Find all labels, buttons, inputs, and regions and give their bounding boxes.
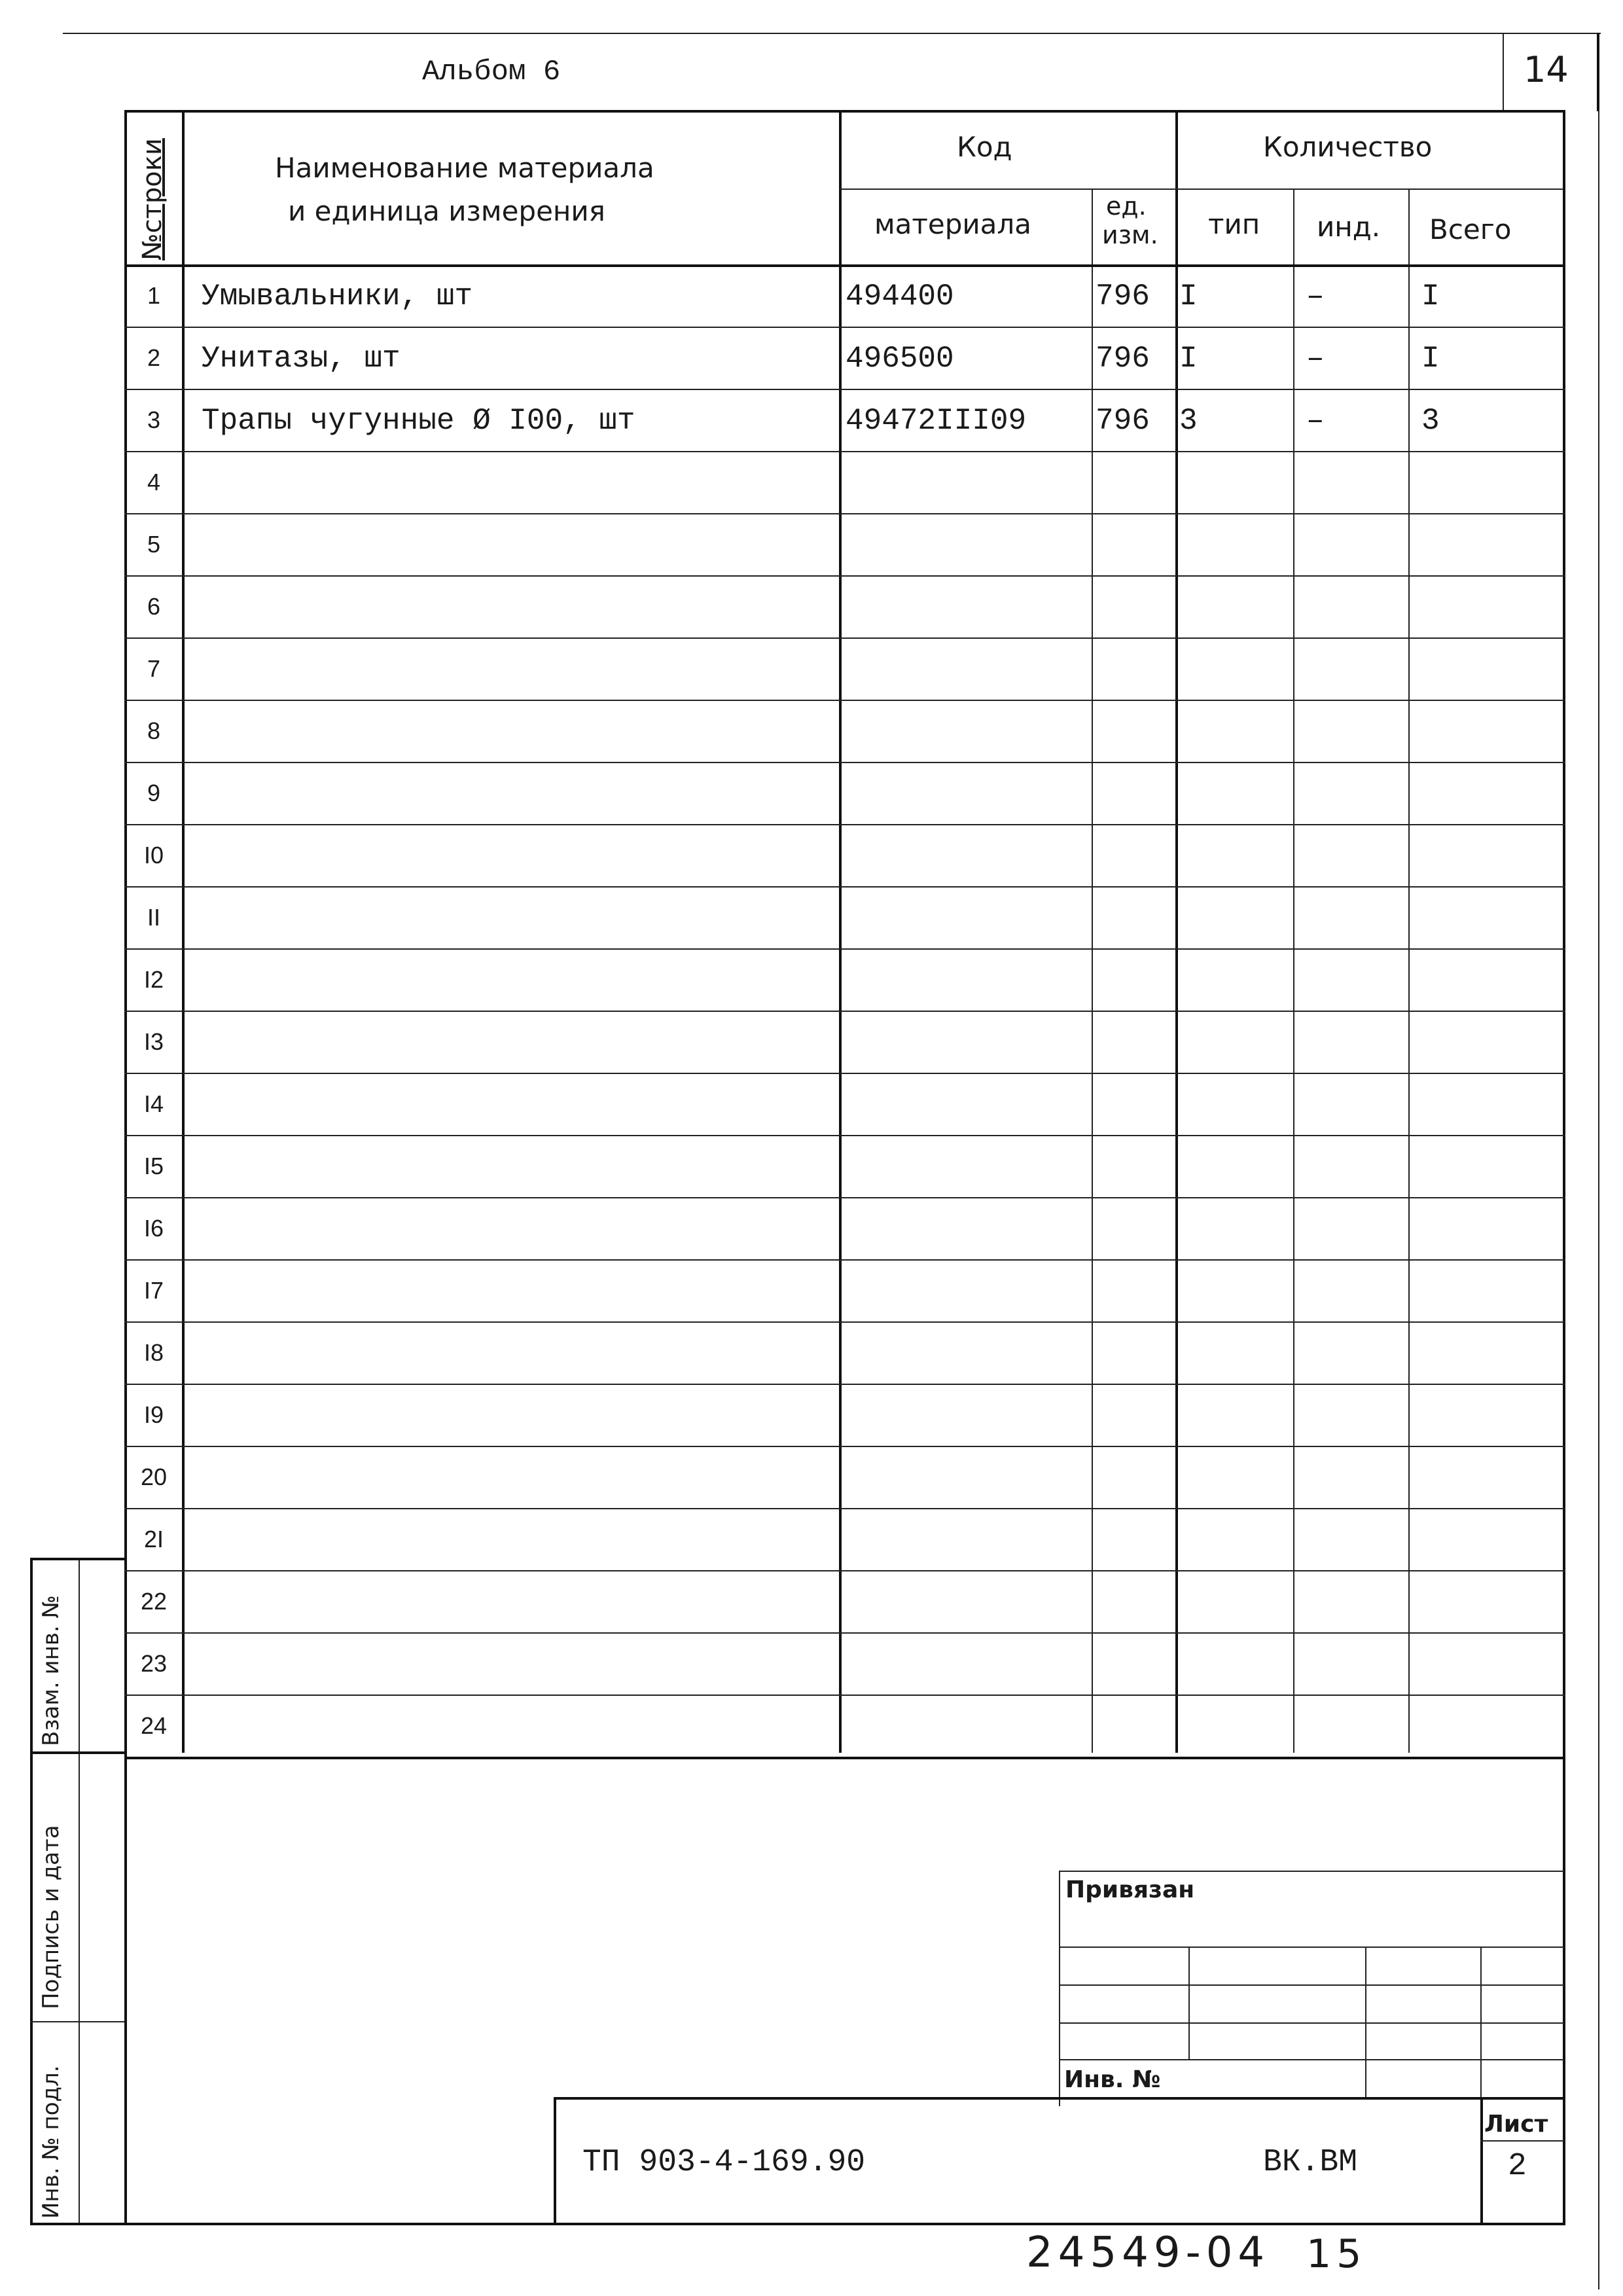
row-number: 23 <box>140 1650 168 1677</box>
qty-ind: – <box>1306 279 1325 314</box>
doc-mark: ВК.ВМ <box>1263 2145 1358 2180</box>
right-outer-border <box>1597 33 1599 111</box>
row-number: I9 <box>143 1401 164 1428</box>
footer-handwritten-number: 24549-04 <box>1026 2229 1270 2277</box>
row-divider <box>124 1695 1565 1696</box>
row-number: 24 <box>140 1712 168 1739</box>
row-number: 9 <box>147 780 161 806</box>
row-number: 3 <box>147 406 161 433</box>
row-divider <box>124 513 1565 514</box>
stamp-podpis-data: Подпись и дата <box>38 1825 64 2009</box>
header-name-line2: и единица измерения <box>288 195 605 227</box>
stamp-top-line <box>30 1558 124 1560</box>
privyazan-left-line <box>1059 1871 1060 2106</box>
album-title: Альбом 6 <box>422 56 561 88</box>
row-divider <box>124 327 1565 328</box>
row-divider <box>124 575 1565 577</box>
material-name: Трапы чугунные Ø I00, шт <box>202 404 635 438</box>
header-unit-line2: изм. <box>1102 221 1158 249</box>
row-number: 2 <box>147 344 161 371</box>
titleblock-sheet-line <box>1480 2097 1483 2223</box>
stamp-div2 <box>30 2021 124 2022</box>
row-number: 5 <box>147 531 161 558</box>
header-quantity-group: Количество <box>1263 131 1433 163</box>
privyazan-grid-h2 <box>1059 1984 1564 1986</box>
col-line-name <box>839 110 842 1753</box>
titleblock-top-line <box>554 2097 1564 2100</box>
qty-type: I <box>1179 279 1198 314</box>
stamp-left-line <box>30 1558 33 2223</box>
frame-top-line <box>124 110 1565 113</box>
stamp-inv-podl: Инв. № подл. <box>38 2065 64 2219</box>
frame-right-line <box>1563 110 1565 2224</box>
row-divider <box>124 637 1565 639</box>
header-ind: инд. <box>1317 211 1381 243</box>
qty-total: I <box>1421 279 1440 314</box>
sheet-label-line <box>1480 2140 1564 2142</box>
header-type: тип <box>1208 208 1260 240</box>
row-number: 8 <box>147 717 161 744</box>
col-line-unit <box>1175 110 1178 1753</box>
row-number: II <box>147 904 160 931</box>
row-divider <box>124 1321 1565 1323</box>
row-divider <box>124 1757 1565 1759</box>
material-code: 496500 <box>846 342 954 376</box>
row-number: I2 <box>143 966 164 993</box>
row-divider <box>124 1446 1565 1447</box>
row-number: I3 <box>143 1028 164 1055</box>
row-divider <box>124 1570 1565 1571</box>
material-name: Умывальники, шт <box>202 279 473 314</box>
row-divider <box>124 1259 1565 1261</box>
row-number: I7 <box>143 1277 164 1304</box>
row-number: 6 <box>147 593 161 620</box>
row-number: 7 <box>147 655 161 682</box>
row-number: 1 <box>147 282 161 309</box>
row-divider <box>124 1508 1565 1509</box>
stamp-vzam-inv: Взам. инв. № <box>38 1595 64 1746</box>
privyazan-grid-v3 <box>1480 1946 1482 2097</box>
row-divider <box>124 762 1565 763</box>
row-divider <box>124 1135 1565 1136</box>
doc-code: ТП 903-4-169.90 <box>582 2145 866 2180</box>
row-number: I5 <box>143 1153 164 1179</box>
header-name-line1: Наименование материала <box>275 152 654 184</box>
row-number: I4 <box>143 1090 164 1117</box>
row-number: 4 <box>147 469 161 495</box>
row-divider <box>124 1197 1565 1198</box>
col-line-rowno <box>182 110 185 1753</box>
header-total: Всего <box>1429 213 1512 245</box>
col-line-material <box>1092 188 1093 1753</box>
sheet-value: 2 <box>1508 2149 1527 2184</box>
privyazan-grid-v2 <box>1365 1946 1366 2097</box>
row-divider <box>124 948 1565 950</box>
row-number: I6 <box>143 1215 164 1242</box>
outer-right-line <box>1598 110 1599 2289</box>
privyazan-label: Привязан <box>1065 1876 1195 1903</box>
row-divider <box>124 389 1565 390</box>
qty-type: I <box>1179 342 1198 376</box>
row-number: 22 <box>140 1588 168 1615</box>
titleblock-left-line <box>554 2097 556 2223</box>
material-name: Унитазы, шт <box>202 342 401 376</box>
qty-ind: – <box>1306 404 1325 438</box>
row-divider <box>124 1011 1565 1012</box>
material-code: 49472III09 <box>846 404 1027 438</box>
privyazan-grid-v1 <box>1188 1946 1190 2059</box>
header-bottom-line <box>124 264 1565 267</box>
page-number-handwritten: 14 <box>1524 49 1569 90</box>
frame-left-line <box>124 110 127 2224</box>
row-number: 2I <box>143 1526 164 1552</box>
top-border-line <box>63 33 1601 34</box>
header-code-group: Код <box>957 131 1012 163</box>
row-divider <box>124 451 1565 452</box>
header-unit-line1: ед. <box>1106 192 1147 221</box>
stamp-inner-line <box>79 1558 80 2223</box>
qty-ind: – <box>1306 342 1325 376</box>
frame-bottom-line <box>124 2223 1565 2225</box>
row-divider <box>124 886 1565 888</box>
header-row-number: №строки <box>137 138 168 260</box>
row-number: 20 <box>140 1463 168 1490</box>
row-number: I8 <box>143 1339 164 1366</box>
stamp-bottom-line <box>30 2223 124 2225</box>
qty-total: I <box>1421 342 1440 376</box>
privyazan-grid-h4 <box>1059 2059 1564 2060</box>
row-divider <box>124 1632 1565 1634</box>
footer-handwritten-sheet: 15 <box>1306 2231 1367 2277</box>
col-line-ind <box>1408 188 1410 1753</box>
material-code: 494400 <box>846 279 954 314</box>
qty-total: 3 <box>1421 404 1440 438</box>
row-divider <box>124 824 1565 825</box>
unit-code: 796 <box>1096 279 1150 314</box>
privyazan-grid-h1 <box>1059 1946 1564 1948</box>
row-divider <box>124 1384 1565 1385</box>
header-mid-line <box>839 188 1563 190</box>
header-page-divider <box>1503 33 1504 111</box>
privyazan-top-line <box>1059 1871 1564 1872</box>
sheet-label: Лист <box>1484 2111 1548 2138</box>
unit-code: 796 <box>1096 404 1150 438</box>
privyazan-grid-h3 <box>1059 2022 1564 2024</box>
unit-code: 796 <box>1096 342 1150 376</box>
row-divider <box>124 700 1565 701</box>
row-divider <box>124 1073 1565 1074</box>
inv-no-label: Инв. № <box>1064 2066 1161 2093</box>
row-number: I0 <box>143 842 164 869</box>
qty-type: 3 <box>1179 404 1198 438</box>
stamp-div1 <box>30 1751 124 1754</box>
header-material: материала <box>874 208 1032 240</box>
col-line-type <box>1293 188 1294 1753</box>
